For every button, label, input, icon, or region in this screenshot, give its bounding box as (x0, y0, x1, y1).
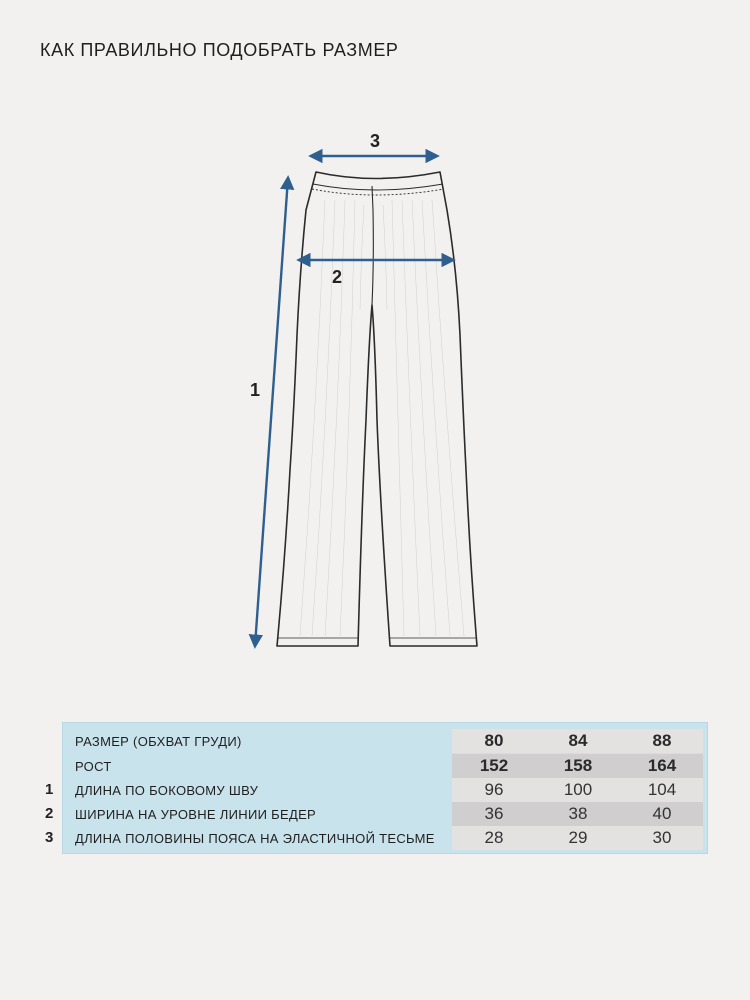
row-number: 2 (45, 805, 54, 822)
value-cell: 152 (479, 756, 509, 775)
value-cell: 104 (647, 780, 677, 799)
table-row-waist-half (45, 826, 709, 850)
value-cell: 30 (652, 828, 672, 847)
value-cell: 36 (484, 804, 504, 823)
value-strip (452, 729, 703, 753)
value-cell: 29 (568, 828, 588, 847)
value-cell: 84 (568, 731, 588, 750)
value-cell: 100 (563, 780, 593, 799)
row-number: 1 (45, 781, 54, 798)
table-row-size (63, 729, 709, 753)
value-cell: 158 (563, 756, 593, 775)
label-2: 2 (332, 267, 343, 287)
value-cell: 164 (647, 756, 677, 775)
value-cell: 80 (484, 731, 504, 750)
size-table (45, 722, 708, 854)
table-row-height (63, 754, 709, 778)
row-label: ДЛИНА ПО БОКОВОМУ ШВУ (75, 783, 259, 798)
value-cell: 28 (484, 828, 504, 847)
row-label: РОСТ (75, 759, 112, 774)
value-cell: 38 (568, 804, 588, 823)
page-title: КАК ПРАВИЛЬНО ПОДОБРАТЬ РАЗМЕР (40, 40, 399, 60)
table-row-hip-width (45, 802, 709, 826)
label-1: 1 (250, 380, 261, 400)
value-strip (452, 826, 703, 850)
value-strip (452, 802, 703, 826)
value-strip (452, 778, 703, 802)
value-cell: 40 (652, 804, 672, 823)
label-3: 3 (370, 131, 381, 151)
pants-outline (277, 172, 477, 646)
table-row-side-length (45, 778, 709, 802)
row-number: 3 (45, 829, 54, 846)
value-cell: 96 (484, 780, 504, 799)
row-label: ШИРИНА НА УРОВНЕ ЛИНИИ БЕДЕР (75, 807, 317, 822)
row-label: РАЗМЕР (ОБХВАТ ГРУДИ) (75, 734, 242, 749)
value-strip (452, 754, 703, 778)
row-label: ДЛИНА ПОЛОВИНЫ ПОЯСА НА ЭЛАСТИЧНОЙ ТЕСЬМЕ (75, 831, 435, 846)
value-cell: 88 (652, 731, 672, 750)
